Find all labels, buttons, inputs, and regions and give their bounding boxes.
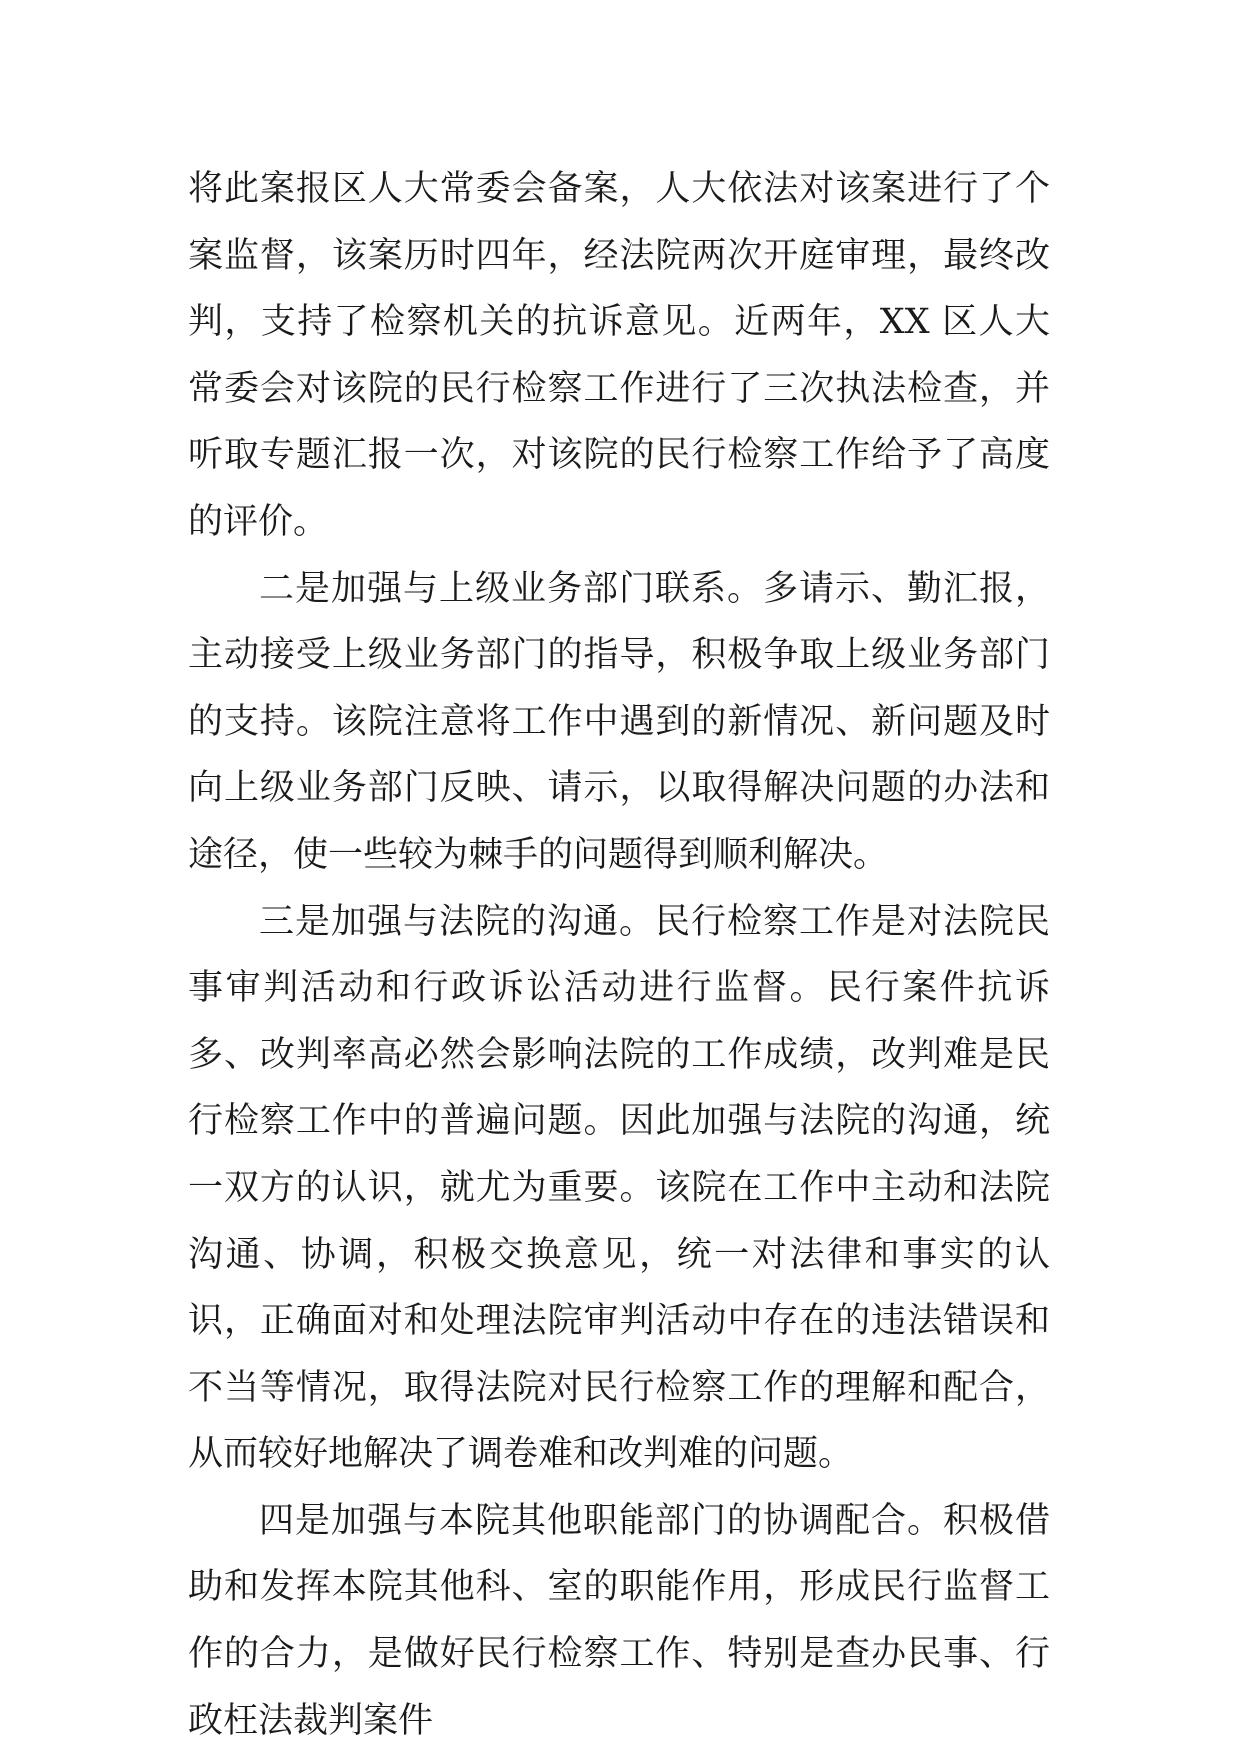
paragraph-court-communication: 三是加强与法院的沟通。民行检察工作是对法院民事审判活动和行政诉讼活动进行监督。民行案件抗诉多、改判率高必然会影响法院的工作成绩，改判难是民行检察工作中的普遍问题。因此加强与法院的沟通，统一双方的认识，就尤为重要。该院在工作中主动和法院沟通、协调，积极交换意见，统一对法律和事实的认识，正确面对和处理法院审判活动中存在的违法错误和不当等情况，取得法院对民行检察工作的理解和配合，从而较好地解决了调卷难和改判难的问题。: [188, 901, 1050, 1475]
paragraph-case-record: 将此案报区人大常委会备案，人大依法对该案进行了个案监督，该案历时四年，经法院两次开庭审理，最终改判，支持了检察机关的抗诉意见。近两年，XX 区人大常委会对该院的民行检察工作进行了三次执法检查，并听取专题汇报一次，对该院的民行检察工作给予了高度的评价。: [188, 169, 1050, 542]
document-body: [188, 156, 1050, 1754]
paragraph-superior-department: 二是加强与上级业务部门联系。多请示、勤汇报，主动接受上级业务部门的指导，积极争取上级业务部门的支持。该院注意将工作中遇到的新情况、新问题及时向上级业务部门反映、请示，以取得解决问题的办法和途径，使一些较为棘手的问题得到顺利解决。: [188, 568, 1050, 875]
paragraph-internal-coordination: 四是加强与本院其他职能部门的协调配合。积极借助和发挥本院其他科、室的职能作用，形成民行监督工作的合力，是做好民行检察工作、特别是查办民事、行政枉法裁判案件: [188, 1500, 1050, 1741]
